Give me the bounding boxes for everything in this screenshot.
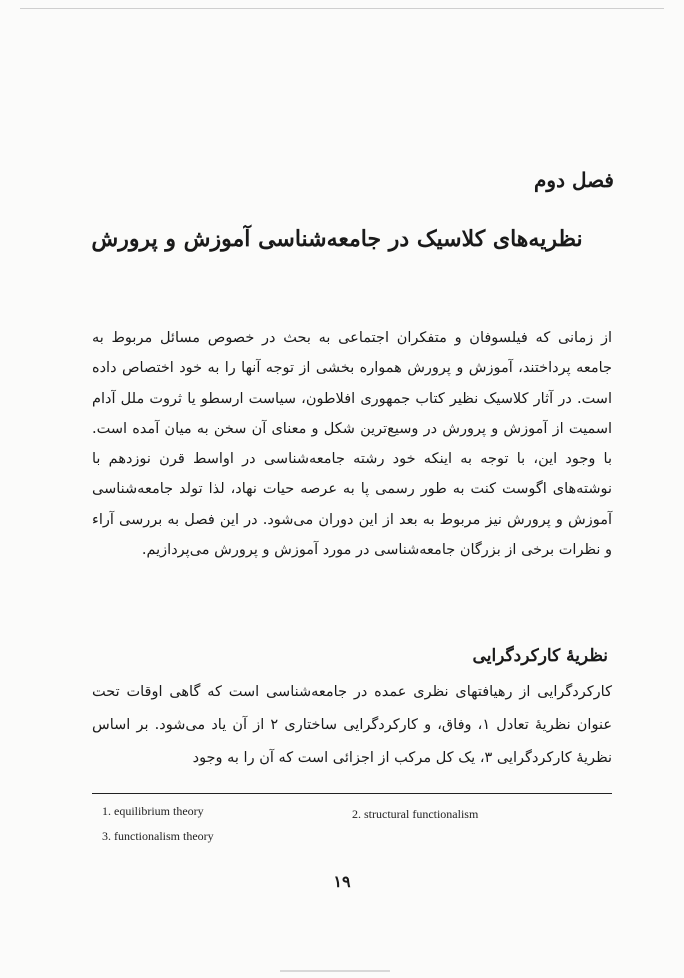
bottom-border-mark [280,970,390,972]
page-number: ۱۹ [333,872,351,891]
footnote-3: 3. functionalism theory [102,829,214,843]
footnote-1: 1. equilibrium theory [102,804,204,818]
intro-paragraph: از زمانی که فیلسوفان و متفکران اجتماعی به بحث در خصوص مسائل مربوط به جامعه پرداختند، آموزش و پرورش همواره بخشی از توجه آنها را به خود اختصاص داده است. در آثار کلاسیک نظیر کتاب جمهوری افلاطون، سیاست ارسطو یا ثروت ملل آدام اسمیت از آموزش و پرورش در وسیع‌ترین شکل و معنای آن سخن به میان آمده است. با وجود این، با توجه به اینکه خود رشته جامعه‌شناسی در اواسط قرن نوزدهم با نوشته‌های اگوست کنت به طور رسمی پا به عرصه حیات نهاد، لذا تولد جامعه‌شناسی آموزش و پرورش نیز مربوط به بعد از این دوران می‌شود. در این فصل به بررسی آراء و نظرات برخی از بزرگان جامعه‌شناسی در مورد آموزش و پرورش می‌پردازیم. [92,330,612,559]
footnote-rule [92,793,612,794]
section-heading: نظریهٔ کارکردگرایی [472,646,608,666]
footnote-2: 2. structural functionalism [352,807,479,821]
chapter-title: نظریه‌های کلاسیک در جامعه‌شناسی آموزش و پرورش [91,226,583,252]
top-border-line [20,8,664,9]
intro-body [92,323,612,565]
section-paragraph: کارکردگرایی از رهیافتهای نظری عمده در جامعه‌شناسی است که گاهی اوقات تحت عنوان نظریهٔ تعادل ۱، وفاق، و کارکردگرایی ساختاری ۲ از آن یاد می‌شود. بر اساس نظریهٔ کارکردگرایی ۳، یک کل مرکب از اجزائی است که آن را به وجود [92,684,612,766]
section-body [92,676,612,775]
chapter-label: فصل دوم [534,168,614,192]
